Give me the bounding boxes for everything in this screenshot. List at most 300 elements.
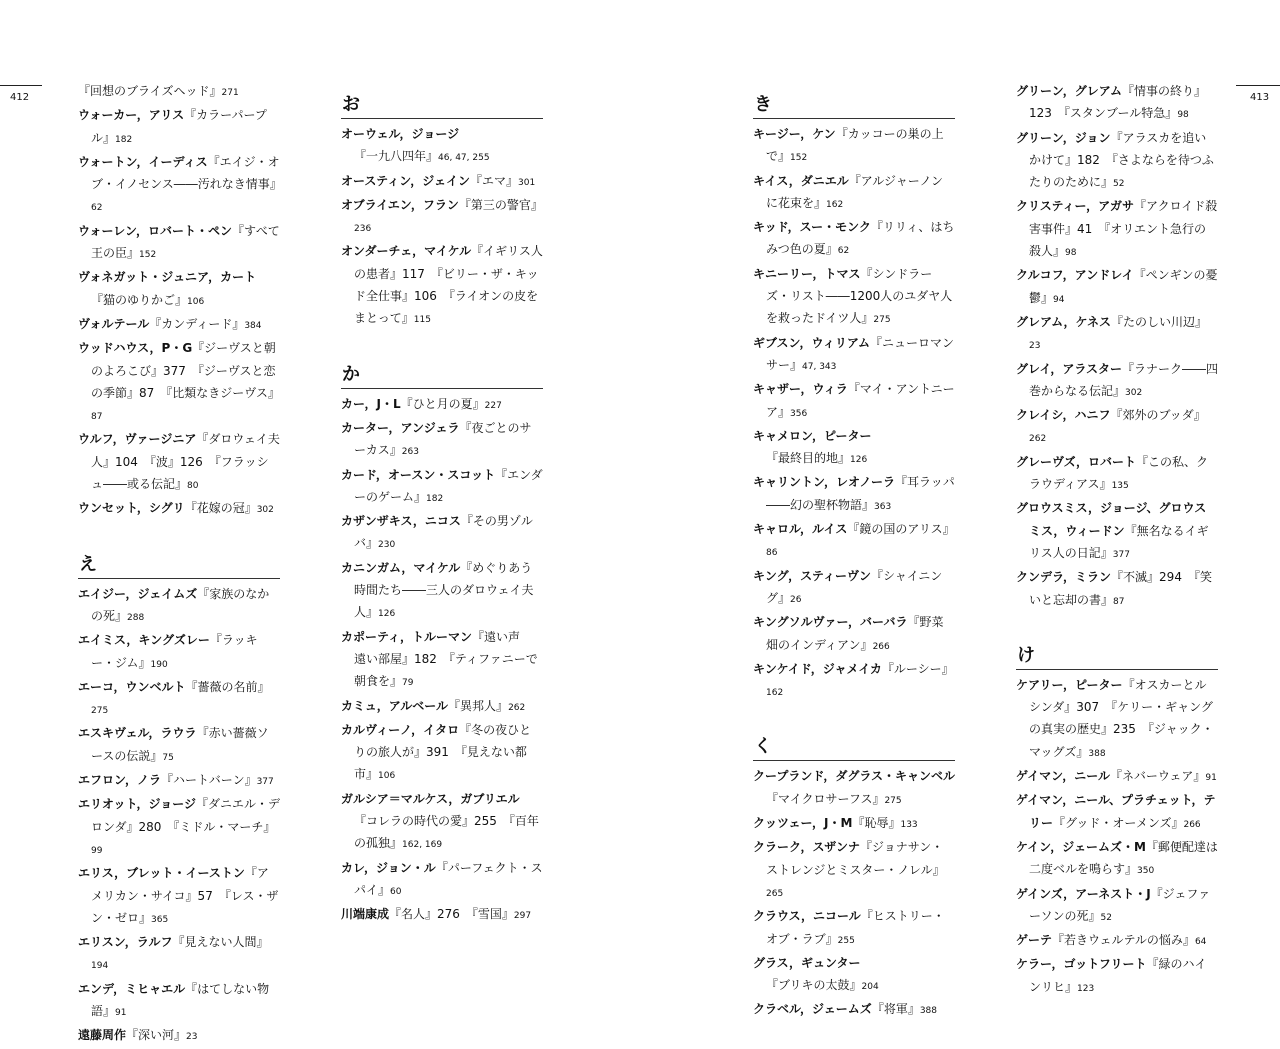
index-entry — [753, 658, 955, 705]
index-entry — [341, 695, 543, 719]
entry-pages: 46, 47, 255 — [438, 153, 490, 164]
entry-pages: 47, 343 — [802, 361, 837, 372]
right-page-rule — [1236, 85, 1280, 86]
index-entry — [1016, 195, 1218, 264]
entry-pages: 182 — [426, 493, 444, 504]
entry-title: 『この私、クラウディアス』 — [1029, 454, 1209, 492]
section-rule — [1016, 669, 1218, 670]
index-entry — [753, 565, 955, 612]
entry-pages: 302 — [1125, 387, 1143, 398]
entry-author: カーター，アンジェラ — [341, 420, 460, 435]
entry-author: ガルシア＝マルケス，ガブリエル — [341, 791, 520, 806]
index-entry — [1016, 765, 1218, 789]
index-entry — [78, 862, 280, 931]
index-entry — [78, 151, 280, 220]
entry-pages: 126 — [378, 609, 396, 620]
entry-title: 『コレラの時代の愛』255 『百年の孤独』 — [354, 814, 539, 851]
index-entry — [341, 557, 543, 626]
entry-author: グレイ，アラスター — [1016, 361, 1122, 376]
entry-title: 『ラナーク――四巻からなる伝記』 — [1029, 361, 1218, 398]
index-entry — [753, 123, 955, 170]
entry-title: 『エマ』 — [470, 173, 519, 188]
entry-author: キイス，ダニエル — [753, 173, 849, 188]
entry-title: 『リリィ、はちみつ色の夏』 — [766, 220, 955, 257]
entry-title: 『エンダーのゲーム』 — [354, 467, 543, 504]
entry-title: 『鏡の国のアリス』 — [847, 522, 955, 537]
index-entry — [1016, 789, 1218, 836]
entry-pages: 23 — [1029, 341, 1041, 352]
entry-title: 『夜ごとのサーカス』 — [354, 420, 532, 458]
index-entry — [78, 80, 280, 104]
entry-title: 『アルジャーノンに花束を』 — [766, 173, 944, 210]
entry-pages: 204 — [861, 982, 879, 993]
entry-author: キャロル，ルイス — [753, 522, 848, 537]
entry-pages: 302 — [256, 505, 274, 516]
index-entry — [78, 266, 280, 313]
index-entry — [341, 903, 543, 927]
index-entry — [1016, 451, 1218, 498]
entry-pages: 26 — [790, 594, 802, 605]
entry-title: 『ラッキー・ジム』 — [91, 633, 258, 670]
entry-author: ケアリー，ピーター — [1016, 677, 1123, 692]
entry-pages: 377 — [1112, 549, 1130, 560]
entry-author: 川端康成 — [341, 907, 390, 922]
entry-title: 『マイクロサーフス』 — [766, 791, 885, 806]
entry-title: 『その男ゾルバ』 — [354, 514, 533, 551]
index-entry — [78, 428, 280, 497]
entry-author: グレーヴズ，ロバート — [1016, 454, 1137, 469]
entry-author: グリーン，グレアム — [1016, 84, 1122, 98]
entry-author: ヴォネガット・ジュニア，カート — [78, 270, 257, 285]
index-column-4 — [1016, 80, 1218, 1000]
index-entry — [78, 978, 280, 1025]
entry-pages: 377 — [256, 777, 274, 788]
entry-title: 『カラーパープル』 — [91, 108, 267, 145]
entry-pages: 80 — [187, 481, 199, 492]
entry-author: キャリントン，レオノーラ — [753, 475, 895, 490]
index-entry — [78, 769, 280, 793]
entry-title: 『ジーヴスと朝のよろこび』377 『ジーヴスと恋の季節』87 『比類なきジーヴス』 — [91, 341, 280, 400]
entry-pages: 62 — [91, 203, 103, 214]
entry-pages: 98 — [1177, 110, 1189, 121]
entry-pages: 365 — [151, 914, 169, 925]
index-entry — [341, 464, 543, 511]
index-entry — [1016, 953, 1218, 1000]
entry-title: 『すべて王の臣』 — [91, 223, 280, 261]
entry-author: キッド，スー・モンク — [753, 220, 871, 235]
entry-author: ウッドハウス，P・G — [78, 341, 193, 356]
section-heading — [341, 92, 543, 119]
entry-title: 『ネバーウェア』 — [1109, 769, 1206, 784]
entry-title: 『オスカーとルシンダ』307 『ケリー・ギャングの真実の歴史』235 『ジャック・マッグズ』 — [1029, 677, 1214, 759]
index-entry — [753, 332, 955, 379]
entry-pages: 79 — [402, 678, 414, 689]
entry-pages: 265 — [766, 888, 784, 899]
section-kana: く — [754, 736, 772, 758]
entry-title: 『カンディード』 — [149, 316, 245, 331]
entry-author: クリスティー，アガサ — [1016, 199, 1134, 214]
entry-title: 『たのしい川辺』 — [1111, 314, 1208, 329]
index-entry — [1016, 883, 1218, 930]
entry-title: 『シンドラーズ・リスト――1200人のユダヤ人を救ったドイツ人』 — [766, 266, 953, 326]
index-entry — [78, 1024, 280, 1048]
entry-title: 『エイジ・オブ・イノセンス――汚れなき情事』 — [91, 154, 282, 192]
entry-title: 『猫のゆりかご』 — [91, 292, 188, 307]
index-entry — [341, 393, 543, 417]
entry-title: 『ハートバーン』 — [161, 773, 257, 788]
index-entry — [753, 836, 955, 905]
entry-author: 遠藤周作 — [78, 1028, 127, 1043]
index-entry — [753, 425, 955, 472]
index-column-3 — [753, 92, 955, 1023]
entry-pages: 91 — [115, 1007, 127, 1018]
section-kana: か — [342, 363, 360, 385]
entry-author: キージー，ケン — [753, 127, 836, 141]
index-entry — [78, 931, 280, 978]
entry-pages: 384 — [244, 320, 262, 331]
entry-pages: 133 — [900, 820, 918, 831]
section-gap — [1016, 613, 1218, 643]
entry-title: 『ルーシー』 — [881, 661, 954, 676]
index-entry — [78, 722, 280, 769]
entry-author: キニーリー，トマス — [753, 266, 861, 281]
index-entry — [753, 952, 955, 999]
index-entry — [341, 194, 543, 241]
section-kana: け — [1017, 644, 1035, 666]
entry-title: 『ダロウェイ夫人』104 『波』126 『フラッシュ――或る伝記』 — [91, 432, 280, 492]
entry-title: 『アメリカン・サイコ』57 『レス・ザン・ゼロ』 — [91, 866, 279, 925]
entry-author: エーコ，ウンベルト — [78, 679, 186, 694]
index-entry — [341, 626, 543, 695]
entry-pages: 190 — [150, 659, 168, 670]
entry-pages: 98 — [1065, 248, 1077, 259]
entry-title: 『アラスカを追いかけて』182 『さよならを待つふたりのために』 — [1029, 130, 1214, 190]
entry-title: 『恥辱』 — [852, 816, 901, 831]
entry-pages: 182 — [115, 134, 133, 145]
entry-author: カード，オースン・スコット — [341, 467, 496, 482]
entry-author: カミュ，アルベール — [341, 698, 449, 713]
entry-title: 『情事の終り』123 『スタンブール特急』 — [1029, 84, 1206, 121]
entry-pages: 52 — [1100, 912, 1112, 923]
index-entry — [1016, 127, 1218, 196]
entry-title: 『家族のなかの死』 — [91, 586, 270, 623]
section-heading — [753, 92, 955, 119]
entry-author: カー，J・L — [341, 396, 401, 411]
entry-author: ケラー，ゴットフリート — [1016, 957, 1147, 972]
entry-title: 『ヒストリー・オブ・ラブ』 — [766, 909, 945, 946]
entry-pages: 87 — [91, 412, 103, 423]
entry-author: ゲイマン，ニール — [1016, 769, 1110, 784]
entry-pages: 106 — [378, 771, 396, 782]
index-entry — [341, 719, 543, 788]
entry-title: 『見えない人間』 — [172, 935, 269, 950]
entry-pages: 162 — [826, 199, 844, 210]
entry-title: 『ひと月の夏』 — [400, 396, 485, 411]
entry-pages: 266 — [872, 641, 890, 652]
index-entry — [341, 510, 543, 557]
entry-pages: 86 — [766, 548, 778, 559]
section-kana: え — [79, 553, 97, 575]
entry-title: 『アクロイド殺害事件』41 『オリエント急行の殺人』 — [1029, 199, 1218, 259]
entry-pages: 236 — [354, 224, 372, 235]
entry-title: 『ジョナサン・ストレンジとミスター・ノレル』 — [766, 840, 945, 877]
index-entry — [78, 313, 280, 337]
entry-title: 『耳ラッパ――幻の聖杯物語』 — [766, 475, 955, 512]
index-entry — [341, 417, 543, 464]
entry-pages: 135 — [1111, 481, 1129, 492]
entry-title: 『はてしない物語』 — [91, 981, 270, 1018]
entry-pages: 115 — [413, 315, 431, 326]
entry-title: 『若きウェルテルの悩み』 — [1052, 933, 1195, 948]
entry-pages: 162, 169 — [402, 840, 443, 851]
index-entry — [1016, 497, 1218, 566]
entry-author: エリオット，ジョージ — [78, 797, 196, 812]
section-gap — [753, 704, 955, 734]
entry-pages: 297 — [513, 911, 532, 922]
entry-title: 『パーフェクト・スパイ』 — [354, 860, 543, 897]
entry-pages: 91 — [1205, 773, 1217, 784]
index-entry — [1016, 264, 1218, 311]
entry-title: 『郊外のブッダ』 — [1110, 408, 1206, 423]
entry-author: ケイン，ジェームズ・M — [1016, 839, 1146, 854]
entry-author: エリス，ブレット・イーストン — [78, 866, 245, 881]
entry-title: 『ブリキの太鼓』 — [766, 978, 862, 993]
index-entry — [341, 857, 543, 904]
entry-author: キングソルヴァー，バーバラ — [753, 615, 908, 630]
entry-title: 『回想のブライズヘッド』 — [78, 84, 222, 98]
index-entry — [1016, 311, 1218, 358]
entry-title: 『深い河』 — [126, 1028, 187, 1043]
entry-pages: 301 — [518, 177, 536, 188]
entry-author: クルコフ，アンドレイ — [1016, 268, 1134, 283]
entry-author: カレ，ジョン・ル — [341, 860, 436, 875]
entry-pages: 64 — [1194, 937, 1207, 948]
entry-author: クラウス，ニコール — [753, 909, 861, 924]
entry-author: エイミス，キングズレー — [78, 633, 210, 648]
index-entry — [341, 170, 543, 194]
index-entry — [78, 676, 280, 723]
entry-pages: 87 — [1113, 596, 1125, 607]
index-entry — [753, 471, 955, 518]
index-entry — [753, 378, 955, 425]
entry-pages: 62 — [837, 246, 850, 257]
entry-title: 『マイ・アントニーア』 — [766, 382, 955, 419]
entry-author: ウルフ，ヴァージニア — [78, 432, 197, 447]
entry-pages: 106 — [187, 296, 205, 307]
entry-author: オブライエン，フラン — [341, 197, 459, 212]
entry-pages: 126 — [850, 455, 868, 466]
entry-author: カニンガム，マイケル — [341, 560, 461, 575]
entry-pages: 262 — [1029, 434, 1047, 445]
entry-pages: 75 — [162, 752, 174, 763]
entry-author: クッツェー，J・M — [753, 816, 853, 831]
section-heading — [753, 734, 955, 761]
section-kana: お — [342, 94, 360, 115]
index-entry — [1016, 80, 1218, 127]
entry-pages: 263 — [401, 447, 419, 458]
entry-pages: 266 — [1183, 819, 1201, 830]
index-entry — [78, 629, 280, 676]
entry-title: 『名人』276 『雪国』 — [389, 907, 514, 922]
entry-pages: 162 — [766, 688, 784, 699]
entry-author: ゲイマン，ニール、プラチェット，テリー — [1016, 793, 1216, 830]
index-entry — [753, 765, 955, 812]
entry-author: カルヴィーノ，イタロ — [341, 722, 460, 737]
entry-pages: 152 — [790, 153, 808, 164]
entry-pages: 230 — [378, 540, 396, 551]
entry-pages: 350 — [1137, 866, 1155, 877]
index-entry — [78, 220, 280, 267]
entry-title: 『ニューロマンサー』 — [766, 335, 955, 372]
entry-title: 『遠い声 遠い部屋』182 『ティファニーで朝食を』 — [354, 629, 538, 689]
entry-author: グリーン，ジョン — [1016, 130, 1111, 145]
entry-author: オンダーチェ，マイケル — [341, 244, 472, 259]
entry-author: キング，スティーヴン — [753, 568, 871, 583]
section-gap — [78, 522, 280, 552]
entry-title: 『シャイニング』 — [766, 568, 943, 605]
entry-author: ヴォルテール — [78, 316, 150, 331]
left-page-number: 412 — [10, 92, 30, 103]
entry-title: 『ジェファーソンの死』 — [1029, 886, 1211, 923]
entry-pages: 275 — [873, 315, 891, 326]
entry-author: エスキヴェル，ラウラ — [78, 726, 197, 741]
index-entry — [753, 518, 955, 565]
entry-title: 『めぐりあう時間たち――三人のダロウェイ夫人』 — [354, 560, 534, 620]
entry-pages: 52 — [1113, 179, 1125, 190]
section-gap — [341, 332, 543, 362]
index-entry — [341, 788, 543, 857]
entry-pages: 99 — [91, 845, 103, 856]
entry-author: クープランド，ダグラス・キャンベル — [753, 769, 955, 784]
entry-title: 『不滅』294 『笑いと忘却の書』 — [1029, 570, 1212, 607]
entry-title: 『野菜畑のインディアン』 — [766, 615, 944, 652]
entry-title: 『冬の夜ひとりの旅人が』391 『見えない都市』 — [354, 722, 532, 782]
entry-title: 『異邦人』 — [448, 698, 509, 713]
section-rule — [78, 578, 280, 579]
entry-title: 『イギリス人の患者』117 『ビリー・ザ・キッド全仕事』106 『ライオンの皮をまとって』 — [354, 244, 543, 326]
entry-pages: 356 — [790, 408, 808, 419]
index-entry — [1016, 674, 1218, 765]
entry-pages: 23 — [186, 1032, 198, 1043]
entry-author: ウンセット，シグリ — [78, 501, 185, 516]
index-entry — [1016, 358, 1218, 405]
index-entry — [341, 240, 543, 331]
entry-pages: 388 — [919, 1006, 938, 1017]
entry-author: クレイシ，ハニフ — [1016, 408, 1111, 423]
entry-pages: 288 — [127, 612, 145, 623]
entry-title: 『将軍』 — [871, 1002, 920, 1017]
entry-pages: 60 — [390, 886, 402, 897]
entry-pages: 255 — [837, 935, 855, 946]
index-entry — [1016, 836, 1218, 883]
index-entry — [78, 497, 280, 521]
index-entry — [1016, 404, 1218, 451]
entry-pages: 227 — [484, 400, 502, 411]
index-entry — [753, 170, 955, 217]
entry-author: キャザー，ウィラ — [753, 382, 848, 397]
entry-author: ウォーカー，アリス — [78, 108, 185, 123]
entry-title: 『無名なるイギリス人の日記』 — [1029, 523, 1209, 560]
entry-author: カポーティ，トルーマン — [341, 629, 473, 644]
section-rule — [341, 388, 543, 389]
entry-author: エリスン，ラルフ — [78, 935, 173, 950]
entry-author: ギブスン，ウィリアム — [753, 335, 871, 350]
entry-title: 『花嫁の冠』 — [184, 501, 257, 516]
entry-title: 『一九八四年』 — [354, 149, 439, 164]
entry-pages: 194 — [91, 961, 109, 972]
entry-title: 『郵便配達は二度ベルを鳴らす』 — [1029, 839, 1218, 877]
entry-pages: 152 — [139, 250, 157, 261]
section-rule — [753, 760, 955, 761]
index-entry — [78, 104, 280, 151]
index-entry — [78, 583, 280, 630]
index-entry — [1016, 929, 1218, 953]
section-heading — [341, 362, 543, 389]
entry-author: オーウェル，ジョージ — [341, 127, 460, 141]
entry-pages: 275 — [91, 706, 109, 717]
section-rule — [753, 118, 955, 119]
entry-title: 『第三の警官』 — [458, 197, 543, 212]
entry-title: 『グッド・オーメンズ』 — [1053, 815, 1184, 830]
entry-author: グラス，ギュンター — [753, 955, 861, 970]
entry-pages: 363 — [874, 501, 892, 512]
left-page-rule — [0, 85, 42, 86]
entry-pages: 262 — [508, 702, 526, 713]
index-column-2 — [341, 92, 543, 928]
entry-title: 『ペンギンの憂鬱』 — [1029, 268, 1218, 305]
index-entry — [341, 123, 543, 170]
section-heading — [1016, 643, 1218, 670]
entry-title: 『薔薇の名前』 — [185, 679, 270, 694]
entry-author: クンデラ，ミラン — [1016, 570, 1112, 585]
entry-pages: 94 — [1053, 294, 1065, 305]
entry-author: グロウスミス，ジョージ、グロウスミス，ウィードン — [1016, 501, 1207, 538]
entry-author: エイジー，ジェイムズ — [78, 586, 198, 601]
entry-title: 『カッコーの巣の上で』 — [766, 127, 944, 164]
entry-author: クラーク，スザンナ — [753, 840, 861, 855]
entry-author: エンデ，ミヒャエル — [78, 981, 186, 996]
entry-title: 『緑のハインリヒ』 — [1029, 957, 1207, 994]
index-entry — [78, 337, 280, 428]
entry-author: カザンザキス，ニコス — [341, 514, 461, 529]
entry-title: 『最終目的地』 — [766, 451, 851, 466]
entry-author: クラベル，ジェームズ — [753, 1002, 872, 1017]
index-column-1 — [78, 80, 280, 1049]
entry-title: 『赤い薔薇ソースの伝説』 — [91, 726, 269, 763]
entry-pages: 275 — [884, 795, 902, 806]
entry-pages: 271 — [221, 88, 239, 98]
entry-author: グレアム，ケネス — [1016, 314, 1112, 329]
entry-author: オースティン，ジェイン — [341, 173, 471, 188]
index-entry — [753, 216, 955, 263]
entry-author: エフロン，ノラ — [78, 773, 162, 788]
right-page-number: 413 — [1250, 92, 1270, 103]
entry-author: ゲインズ，アーネスト・J — [1016, 886, 1151, 901]
entry-author: キャメロン，ピーター — [753, 428, 872, 443]
section-heading — [78, 552, 280, 579]
index-entry — [753, 812, 955, 836]
index-entry — [753, 263, 955, 332]
entry-author: ゲーテ — [1016, 933, 1053, 948]
entry-author: キンケイド，ジャメイカ — [753, 661, 882, 676]
index-entry — [753, 905, 955, 952]
index-entry — [753, 611, 955, 658]
section-kana: き — [754, 94, 772, 115]
entry-title: 『ダニエル・デロンダ』280 『ミドル・マーチ』 — [91, 797, 280, 834]
entry-author: ウォートン，イーディス — [78, 154, 208, 169]
entry-pages: 388 — [1088, 748, 1106, 759]
index-entry — [78, 793, 280, 862]
